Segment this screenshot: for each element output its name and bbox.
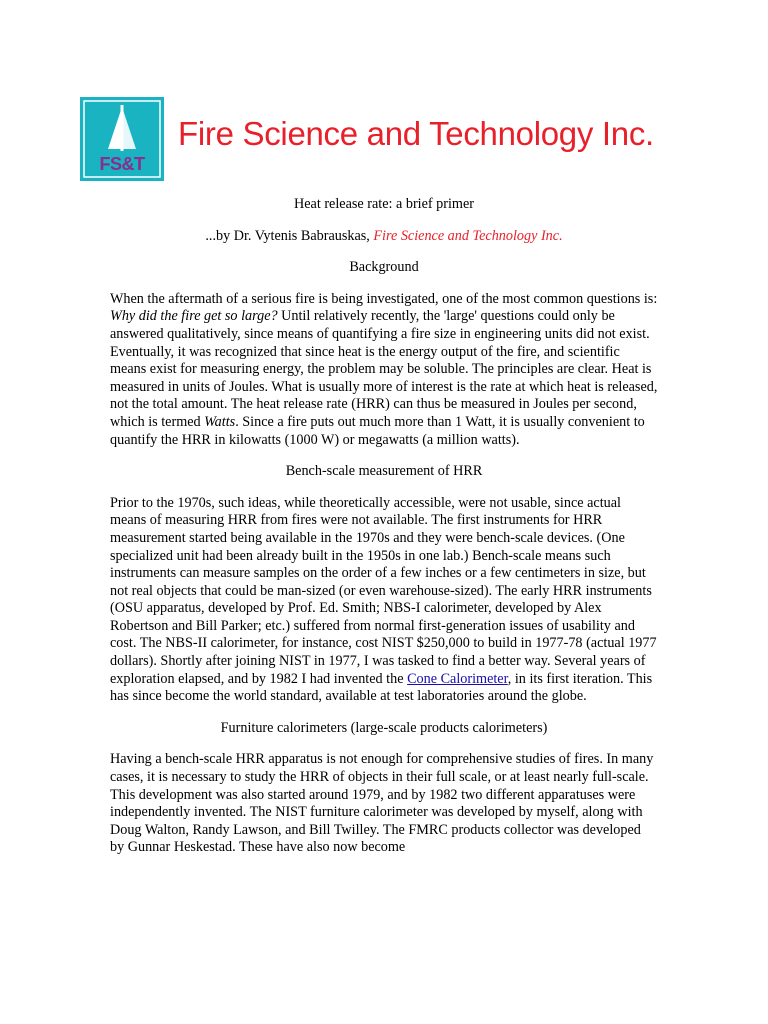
fst-logo bbox=[80, 97, 164, 181]
paragraph-furniture: Having a bench-scale HRR apparatus is not enough for comprehensive studies of fires. In many cases, it is necessary to study the HRR of objects in their full scale, or at least nearly full-scale. This development was also started around 1979, and by 1982 two different apparatuses were independently invented. The NIST furniture calorimeter was developed by myself, along with Doug Walton, Randy Lawson, and Bill Twilley. The FMRC products collector was developed by Gunnar Heskestad. These have also now become bbox=[110, 751, 654, 856]
logo-text: FS&T bbox=[99, 154, 145, 174]
cone-calorimeter-link[interactable]: Cone Calorimeter bbox=[407, 670, 508, 687]
byline-company: Fire Science and Technology Inc. bbox=[373, 227, 563, 244]
section-heading-background: Background bbox=[349, 259, 419, 276]
byline bbox=[110, 228, 658, 246]
text-run: . Since a fire puts out much more than 1 Watt, it is usually convenient to quantify the HRR in kilowatts (1000 W) or megawatts (a million watts). bbox=[110, 413, 645, 448]
byline-author: ...by Dr. Vytenis Babrauskas, bbox=[205, 227, 374, 244]
emphasis-question: Why did the fire get so large? bbox=[110, 308, 278, 325]
text-run: When the aftermath of a serious fire is being investigated, one of the most common questions is: bbox=[110, 290, 658, 307]
text-run: , in its first iteration. This has since become the world standard, available at test laboratories around the globe. bbox=[110, 670, 653, 705]
company-name: Fire Science and Technology Inc. bbox=[178, 115, 654, 152]
text-run: Until relatively recently, the 'large' questions could only be answered qualitatively, since means of quantifying a fire size in engineering units did not exist. Eventually, it was recognized that since heat is the energy output of the fire, and scientific means exist for measuring energy, the problem may be soluble. The principles are clear. Heat is measured in units of Joules. What is usually more of interest is the rate at which heat is released, not the total amount. The heat release rate (HRR) can thus be measured in Joules per second, which is termed bbox=[110, 308, 658, 430]
section-heading-bench-scale: Bench-scale measurement of HRR bbox=[285, 463, 483, 480]
emphasis-watts: Watts bbox=[204, 413, 236, 430]
paragraph-background bbox=[110, 291, 658, 449]
letterhead bbox=[80, 97, 690, 183]
article-body bbox=[110, 196, 658, 857]
paragraph-bench-scale bbox=[110, 495, 658, 706]
text-run: Prior to the 1970s, such ideas, while theoretically accessible, were not usable, since actual means of measuring HRR from fires were not available. The first instruments for HRR measurement started being available in the 1970s and they were bench-scale devices. (One specialized unit had been already built in the 1950s in one lab.) Bench-scale means such instruments can measure samples on the order of a few inches or a few centimeters in size, but not real objects that could be man-sized (or even warehouse-sized). The early HRR instruments (OSU apparatus, developed by Prof. Ed. Smith; NBS-I calorimeter, developed by Alex Robertson and Bill Parker; etc.) suffered from normal first-generation issues of usability and cost. The NBS-II calorimeter, for instance, cost NIST $250,000 to build in 1977-78 (actual 1977 dollars). Shortly after joining NIST in 1977, I was tasked to find a better way. Several years of exploration elapsed, and by 1982 I had invented the bbox=[110, 494, 657, 687]
document-title: Heat release rate: a brief primer bbox=[294, 196, 474, 212]
section-heading-furniture: Furniture calorimeters (large-scale products calorimeters) bbox=[220, 719, 548, 736]
